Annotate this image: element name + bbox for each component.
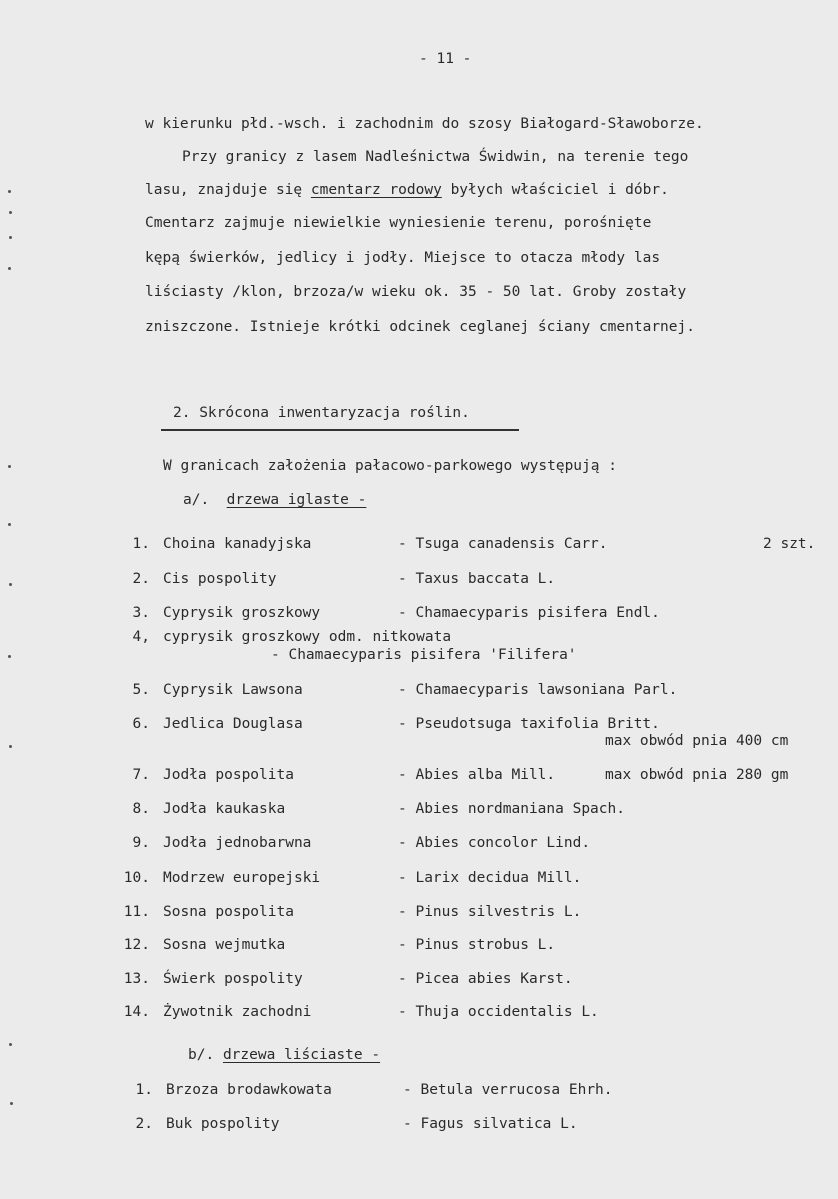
item-number: 4, bbox=[132, 629, 150, 645]
paragraph-line: zniszczone. Istnieje krótki odcinek ceglanej ściany cmentarnej. bbox=[145, 319, 695, 335]
item-polish-name: Sosna wejmutka bbox=[163, 937, 286, 953]
item-polish-name: Cis pospolity bbox=[163, 571, 277, 587]
item-number: 1. bbox=[135, 1082, 153, 1098]
item-number: 7. bbox=[132, 767, 150, 783]
item-polish-name: Modrzew europejski bbox=[163, 870, 321, 886]
paragraph-line: kępą świerków, jedlicy i jodły. Miejsce to otacza młody las bbox=[145, 250, 661, 266]
margin-speck bbox=[9, 236, 12, 239]
section-heading: 2. Skrócona inwentaryzacja roślin. bbox=[173, 405, 470, 421]
item-number: 1. bbox=[132, 536, 150, 552]
item-latin-name: - Fagus silvatica L. bbox=[403, 1116, 578, 1132]
underlined-term: cmentarz rodowy bbox=[310, 182, 442, 198]
item-latin-name: - Pinus silvestris L. bbox=[398, 904, 582, 920]
item-polish-name: Świerk pospolity bbox=[163, 971, 303, 987]
conifers-heading bbox=[183, 491, 366, 509]
item-note: max obwód pnia 280 gm bbox=[605, 767, 789, 783]
margin-speck bbox=[8, 523, 11, 526]
item-polish-name: Jedlica Douglasa bbox=[163, 716, 303, 732]
margin-speck bbox=[8, 190, 11, 193]
item-polish-name: Jodła pospolita bbox=[163, 767, 294, 783]
item-latin-name: - Pseudotsuga taxifolia Britt. bbox=[398, 716, 660, 732]
item-polish-name: Żywotnik zachodni bbox=[163, 1004, 312, 1020]
item-number: 10. bbox=[123, 870, 150, 886]
item-latin-name: - Chamaecyparis pisifera Endl. bbox=[398, 605, 660, 621]
item-latin-name: - Chamaecyparis pisifera 'Filifera' bbox=[271, 647, 577, 663]
item-latin-name: - Larix decidua Mill. bbox=[398, 870, 582, 886]
page-number: - 11 - bbox=[419, 51, 472, 67]
item-number: 8. bbox=[132, 801, 150, 817]
item-latin-name: - Betula verrucosa Ehrh. bbox=[403, 1082, 613, 1098]
item-polish-name: Sosna pospolita bbox=[163, 904, 294, 920]
item-number: 2. bbox=[132, 571, 150, 587]
item-polish-name: Cyprysik Lawsona bbox=[163, 682, 303, 698]
margin-speck bbox=[8, 465, 11, 468]
paragraph-line: Przy granicy z lasem Nadleśnictwa Świdwin, na terenie tego bbox=[182, 149, 689, 165]
list-title: drzewa liściaste - bbox=[222, 1047, 381, 1063]
item-number: 11. bbox=[123, 904, 150, 920]
item-note: 2 szt. bbox=[763, 536, 816, 552]
item-latin-name: - Abies nordmaniana Spach. bbox=[398, 801, 625, 817]
item-number: 9. bbox=[132, 835, 150, 851]
item-latin-name: - Taxus baccata L. bbox=[398, 571, 556, 587]
paragraph-line bbox=[145, 181, 669, 199]
item-number: 14. bbox=[123, 1004, 150, 1020]
paragraph-line: Cmentarz zajmuje niewielkie wyniesienie terenu, porośnięte bbox=[145, 215, 652, 231]
item-polish-name: Buk pospolity bbox=[166, 1116, 280, 1132]
margin-speck bbox=[10, 1102, 13, 1105]
item-number: 6. bbox=[132, 716, 150, 732]
item-latin-name: - Thuja occidentalis L. bbox=[398, 1004, 599, 1020]
item-polish-name: Jodła kaukaska bbox=[163, 801, 286, 817]
deciduous-heading bbox=[188, 1046, 380, 1064]
item-note: max obwód pnia 400 cm bbox=[605, 733, 789, 749]
margin-speck bbox=[8, 267, 11, 270]
paragraph-text: byłych właściciel i dóbr. bbox=[450, 182, 669, 198]
item-number: 2. bbox=[135, 1116, 153, 1132]
list-title: drzewa iglaste - bbox=[226, 492, 367, 508]
list-prefix: b/. bbox=[188, 1047, 215, 1063]
margin-speck bbox=[9, 745, 12, 748]
paragraph-line: w kierunku płd.-wsch. i zachodnim do szosy Białogard-Sławoborze. bbox=[145, 116, 704, 132]
item-polish-name: Cyprysik groszkowy bbox=[163, 605, 321, 621]
item-latin-name: - Picea abies Karst. bbox=[398, 971, 573, 987]
item-latin-name: - Pinus strobus L. bbox=[398, 937, 556, 953]
intro-line: W granicach założenia pałacowo-parkowego występują : bbox=[163, 458, 617, 474]
item-number: 3. bbox=[132, 605, 150, 621]
item-number: 12. bbox=[123, 937, 150, 953]
list-prefix: a/. bbox=[183, 492, 210, 508]
item-polish-name: cyprysik groszkowy odm. nitkowata bbox=[163, 629, 452, 645]
item-polish-name: Brzoza brodawkowata bbox=[166, 1082, 332, 1098]
item-latin-name: - Chamaecyparis lawsoniana Parl. bbox=[398, 682, 678, 698]
heading-rule bbox=[161, 429, 519, 431]
margin-speck bbox=[8, 655, 11, 658]
item-latin-name: - Tsuga canadensis Carr. bbox=[398, 536, 608, 552]
paragraph-text: lasu, znajduje się bbox=[145, 182, 303, 198]
margin-speck bbox=[9, 1043, 12, 1046]
item-polish-name: Jodła jednobarwna bbox=[163, 835, 312, 851]
margin-speck bbox=[9, 211, 12, 214]
margin-speck bbox=[9, 583, 12, 586]
item-latin-name: - Abies alba Mill. bbox=[398, 767, 556, 783]
item-latin-name: - Abies concolor Lind. bbox=[398, 835, 591, 851]
item-number: 5. bbox=[132, 682, 150, 698]
item-polish-name: Choina kanadyjska bbox=[163, 536, 312, 552]
item-number: 13. bbox=[123, 971, 150, 987]
paragraph-line: liściasty /klon, brzoza/w wieku ok. 35 - 50 lat. Groby zostały bbox=[145, 284, 687, 300]
